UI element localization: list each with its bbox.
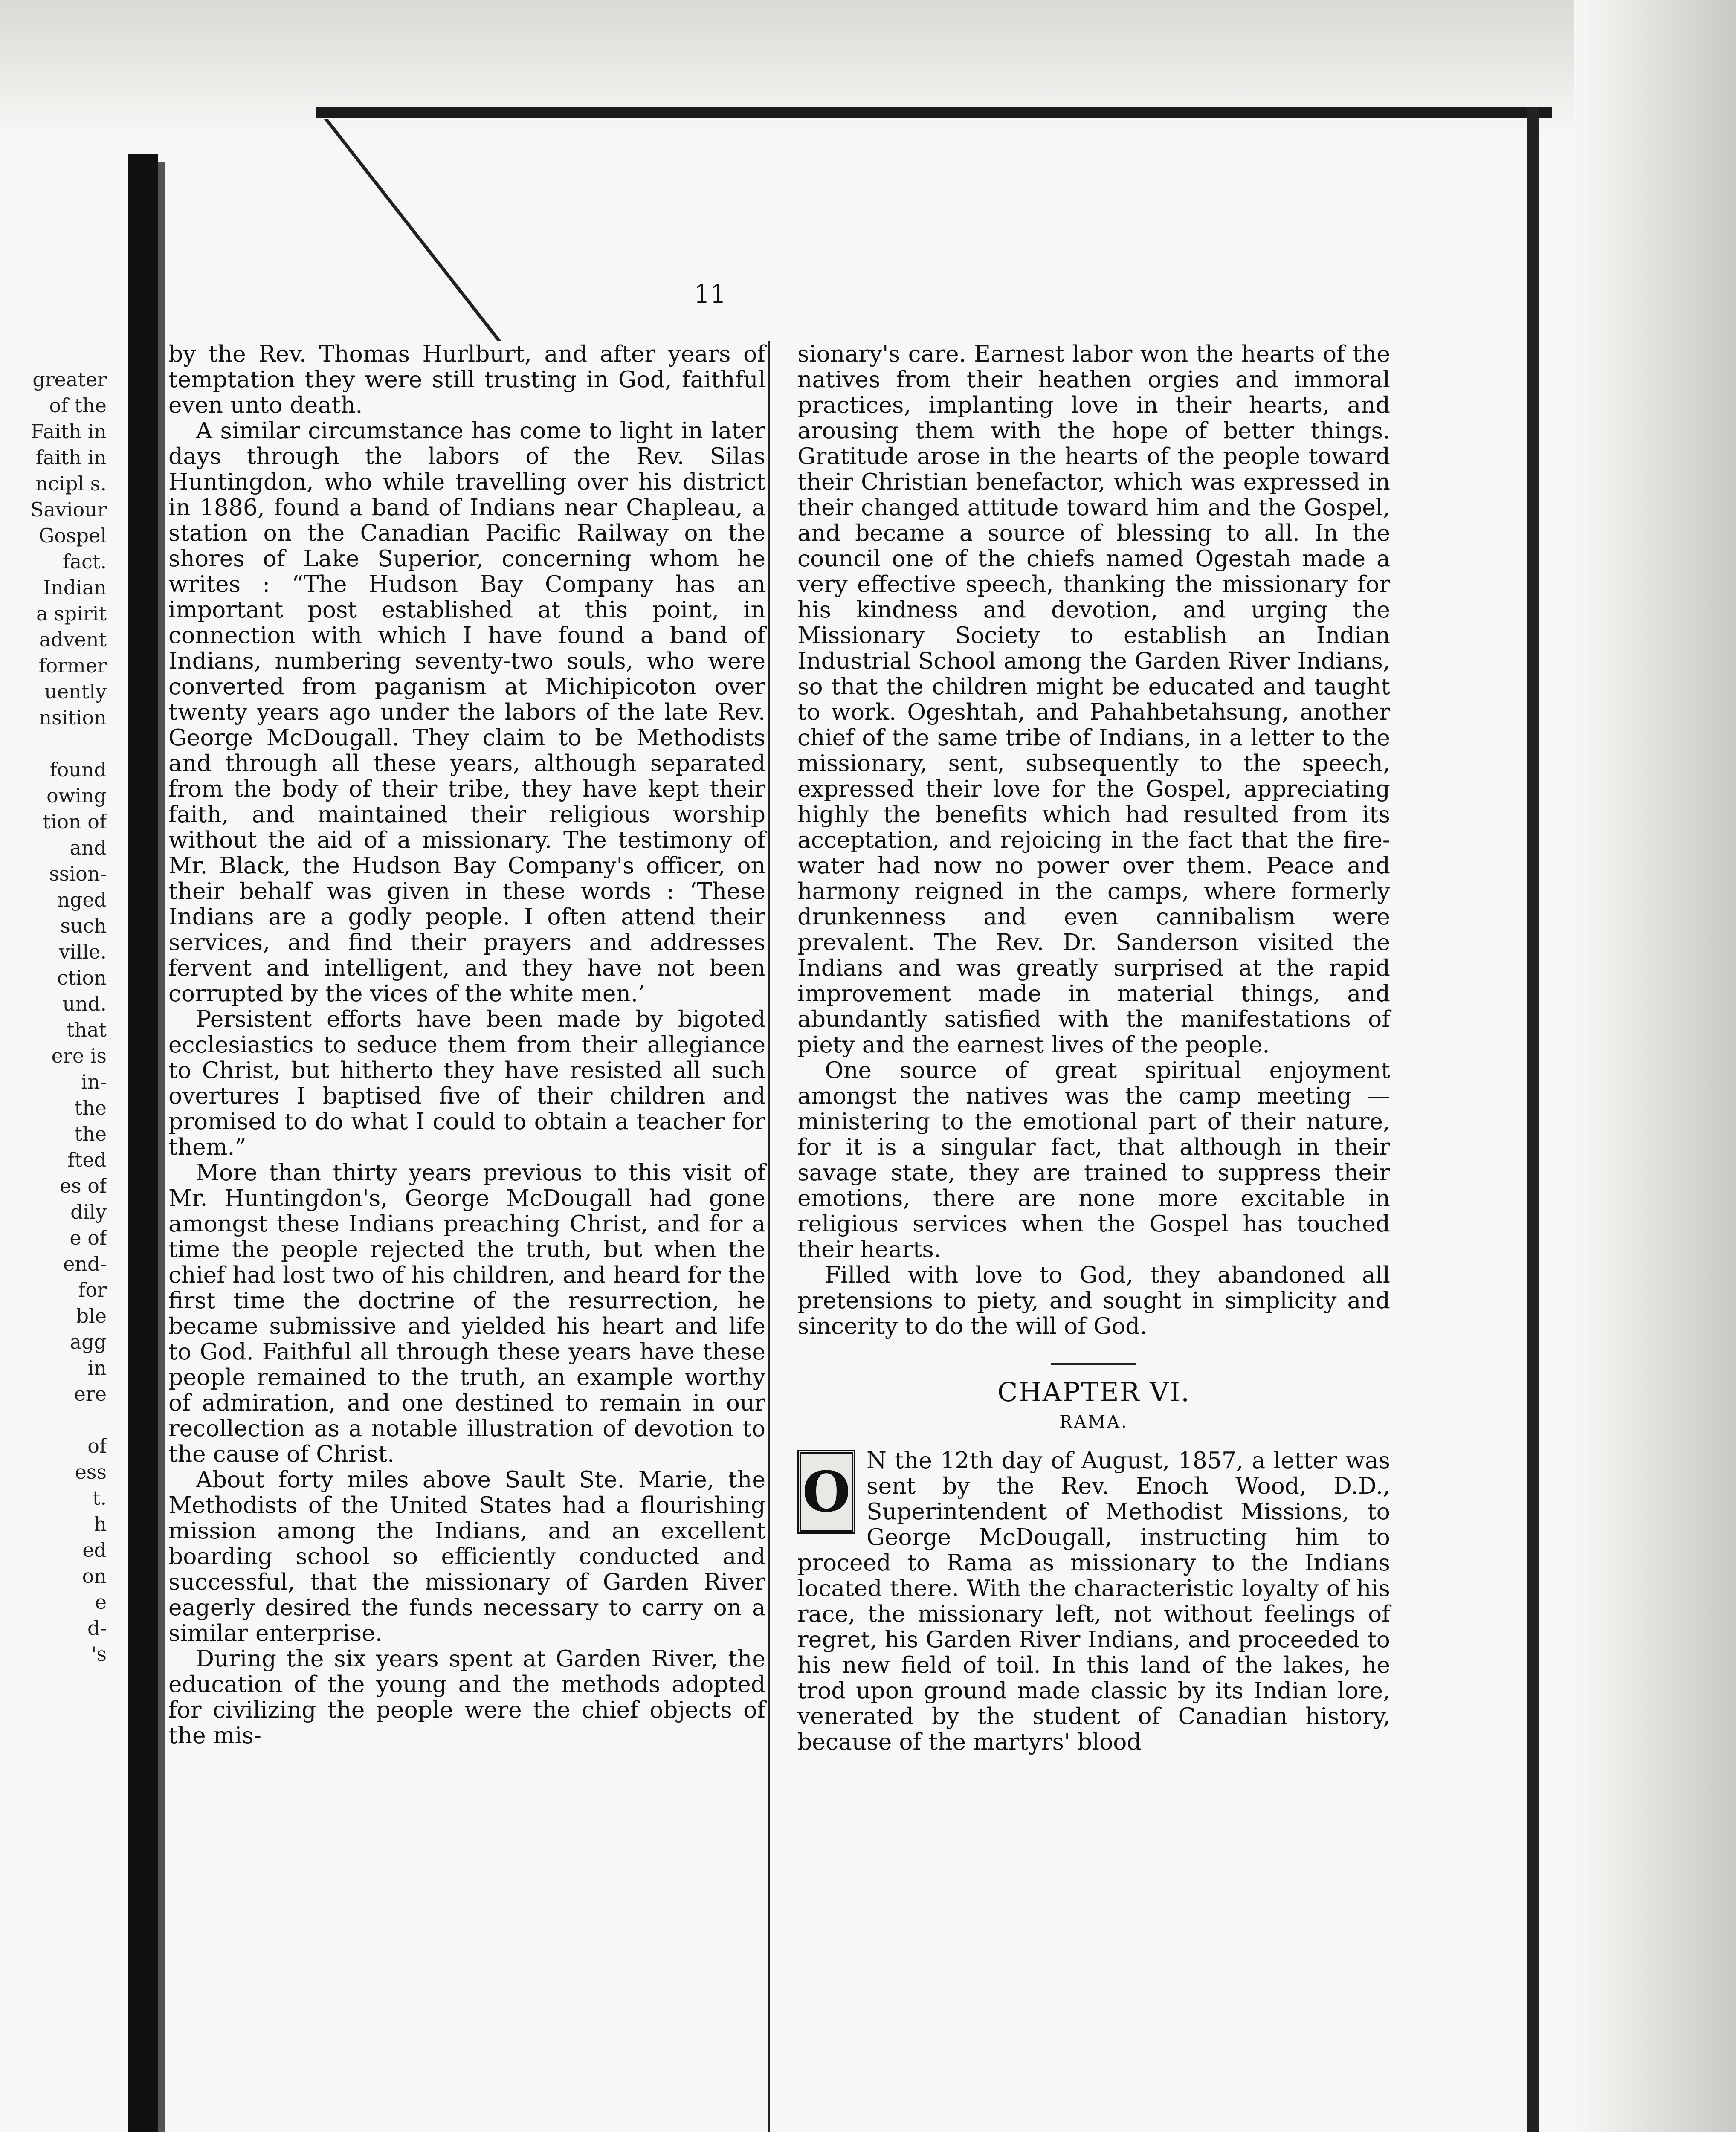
margin-fragment bbox=[0, 731, 107, 757]
chapter-opening-text: N the 12th day of August, 1857, a letter was sent by the Rev. Enoch Wood, D.D., Superintendent of Methodist Missions, to George McDougall, instructing him to proceed to Rama as missionary to the Indians located there. With the characteristic loyalty of his race, the missionary left, not without feelings of regret, his Garden River Indians, and proceeded to his new field of toil. In this land of the lakes, he trod upon ground made classic by its Indian lore, venerated by the student of Canadian history, because of the martyrs' blood bbox=[797, 1447, 1390, 1755]
scan-edge-right bbox=[1574, 0, 1736, 2132]
margin-fragment: ncipl s. bbox=[35, 472, 107, 495]
margin-fragment: fact. bbox=[62, 550, 107, 573]
margin-fragment: faith in bbox=[35, 446, 107, 469]
margin-fragment: end- bbox=[63, 1252, 107, 1275]
margin-fragment: found bbox=[49, 758, 107, 781]
book-spine-shadow bbox=[128, 154, 158, 2132]
ornamental-drop-cap: O bbox=[797, 1450, 855, 1534]
margin-fragment: es of bbox=[59, 1174, 107, 1197]
left-column bbox=[168, 341, 765, 1748]
margin-fragment: owing bbox=[46, 784, 107, 807]
margin-fragment: Indian bbox=[43, 576, 107, 599]
margin-fragment: Faith in bbox=[30, 420, 107, 443]
chapter-subheading: RAMA. bbox=[1059, 1412, 1128, 1432]
previous-page-margin-fragments bbox=[0, 367, 107, 2132]
margin-fragment: ble bbox=[76, 1304, 107, 1327]
margin-fragment: dily bbox=[70, 1200, 107, 1223]
margin-fragment: ssion- bbox=[49, 862, 107, 885]
margin-fragment: that bbox=[66, 1018, 107, 1041]
margin-fragment: ere bbox=[74, 1382, 107, 1405]
paragraph: Persistent efforts have been made by bigoted ecclesiastics to seduce them from their allegiance to Christ, but hitherto they have resisted all such overtures I baptised five of their children and promised to do what I could to obtain a teacher for them.” bbox=[168, 1005, 765, 1160]
top-border-rule bbox=[316, 107, 1552, 118]
margin-fragment: d- bbox=[87, 1616, 107, 1640]
margin-fragment: ed bbox=[82, 1538, 107, 1561]
margin-fragment: of bbox=[87, 1434, 107, 1457]
chapter-opening-paragraph bbox=[797, 1448, 1390, 1755]
margin-fragment: in- bbox=[81, 1070, 107, 1093]
page-number: 11 bbox=[693, 279, 727, 309]
margin-fragment: nged bbox=[57, 888, 107, 911]
right-border-rule bbox=[1527, 107, 1539, 2132]
margin-fragment: tion of bbox=[43, 810, 107, 833]
book-spine-edge bbox=[158, 162, 165, 2132]
paragraph: More than thirty years previous to this visit of Mr. Huntingdon's, George McDougall had gone amongst these Indians preaching Christ, and for a time the people rejected the truth, but when the chief had lost two of his children, and heard for the first time the doctrine of the resurrection, he became submissive and yielded his heart and life to God. Faithful all through these years have these people remained to the truth, an example worthy of admiration, and one destined to remain in our recollection as a notable illustration of devotion to the cause of Christ. bbox=[168, 1159, 765, 1467]
margin-fragment: uently bbox=[44, 680, 107, 703]
margin-fragment: und. bbox=[62, 992, 107, 1015]
margin-fragment: ere is bbox=[51, 1044, 107, 1067]
paragraph: sionary's care. Earnest labor won the hearts of the natives from their heathen orgies and immoral practices, implanting love in their hearts, and arousing them with the hope of better things. Gratitude arose in the hearts of the people toward their Christian benefactor, which was expressed in their changed attitude toward him and the Gospel, and became a source of blessing to all. In the council one of the chiefs named Ogestah made a very effective speech, thanking the missionary for his kindness and devotion, and urging the Missionary Society to establish an Indian Industrial School among the Garden River Indians, so that the children might be educated and taught to work. Ogeshtah, and Pahahbetahsung, another chief of the same tribe of Indians, in a letter to the missionary, sent, subsequently to the speech, expressed their love for the Gospel, appreciating highly the benefits which had resulted from its acceptation, and rejoicing in the fact that the fire-water had now no power over them. Peace and harmony reigned in the camps, where formerly drunkenness and even cannibalism were prevalent. The Rev. Dr. Sanderson visited the Indians and was greatly surprised at the rapid improvement made in material things, and abundantly satisfied with the manifestations of piety and the earnest lives of the people. bbox=[797, 340, 1390, 1058]
margin-fragment: ess bbox=[75, 1460, 107, 1483]
margin-fragment bbox=[0, 1407, 107, 1433]
paragraph: One source of great spiritual enjoyment amongst the natives was the camp meeting —ministering to the emotional part of their nature, for it is a singular fact, that although in their savage state, they are trained to suppress their emotions, there are none more excitable in religious services when the Gospel has touched their hearts. bbox=[797, 1057, 1390, 1263]
margin-fragment: the bbox=[74, 1122, 107, 1145]
paragraph: About forty miles above Sault Ste. Marie, the Methodists of the United States had a flourishing mission among the Indians, and an excellent boarding school so efficiently conducted and successful, that the missionary of Garden River eagerly desired the funds necessary to carry on a similar enterprise. bbox=[168, 1466, 765, 1646]
margin-fragment: of the bbox=[49, 394, 107, 417]
margin-fragment: agg bbox=[70, 1330, 107, 1353]
page-corner-fold bbox=[324, 119, 715, 341]
margin-fragment: ville. bbox=[59, 940, 107, 963]
paragraph: Filled with love to God, they abandoned all pretensions to piety, and sought in simplicity and sincerity to do the will of God. bbox=[797, 1261, 1390, 1339]
margin-fragment: and bbox=[70, 836, 107, 859]
margin-fragment: 's bbox=[91, 1642, 107, 1666]
margin-fragment: former bbox=[38, 654, 107, 677]
chapter-heading: CHAPTER VI. bbox=[997, 1376, 1190, 1408]
margin-fragment: fted bbox=[67, 1148, 107, 1171]
margin-fragment: ction bbox=[57, 966, 107, 989]
margin-fragment: a spirit bbox=[36, 602, 107, 625]
margin-fragment: e of bbox=[70, 1226, 107, 1249]
margin-fragment: Saviour bbox=[30, 498, 107, 521]
margin-fragment: on bbox=[82, 1564, 107, 1587]
margin-fragment: the bbox=[74, 1096, 107, 1119]
margin-fragment: advent bbox=[39, 628, 107, 651]
margin-fragment: for bbox=[78, 1278, 107, 1301]
margin-fragment: t. bbox=[92, 1486, 107, 1509]
right-column bbox=[797, 341, 1390, 1755]
margin-fragment: e bbox=[95, 1590, 107, 1613]
margin-fragment: greater bbox=[32, 368, 107, 391]
paragraph: A similar circumstance has come to light in later days through the labors of the Rev. Silas Huntingdon, who while travelling over his district in 1886, found a band of Indians near Chapleau, a station on the Canadian Pacific Railway on the shores of Lake Superior, concerning whom he writes : “The Hudson Bay Company has an important post established at this point, in connection with which I have found a band of Indians, numbering seventy-two souls, who were converted from paganism at Michipicoton over twenty years ago under the labors of the late Rev. George McDougall. They claim to be Methodists and through all these years, although separated from the body of their tribe, they have kept their faith, and maintained their religious worship without the aid of a missionary. The testimony of Mr. Black, the Hudson Bay Company's officer, on their behalf was given in these words : ‘These Indians are a godly people. I often attend their services, and find their prayers and addresses fervent and intelligent, and they have not been corrupted by the vices of the white men.’ bbox=[168, 417, 765, 1007]
chapter-separator-rule bbox=[1051, 1363, 1136, 1365]
margin-fragment: such bbox=[60, 914, 107, 937]
margin-fragment: in bbox=[87, 1356, 107, 1379]
paragraph: by the Rev. Thomas Hurlburt, and after years of temptation they were still trusting in God, faithful even unto death. bbox=[168, 340, 765, 418]
margin-fragment: nsition bbox=[39, 706, 107, 729]
margin-fragment: Gospel bbox=[38, 524, 107, 547]
margin-fragment: h bbox=[94, 1512, 107, 1535]
paragraph: During the six years spent at Garden River, the education of the young and the methods adopted for civilizing the people were the chief objects of the mis- bbox=[168, 1645, 765, 1749]
column-divider bbox=[768, 341, 770, 2132]
